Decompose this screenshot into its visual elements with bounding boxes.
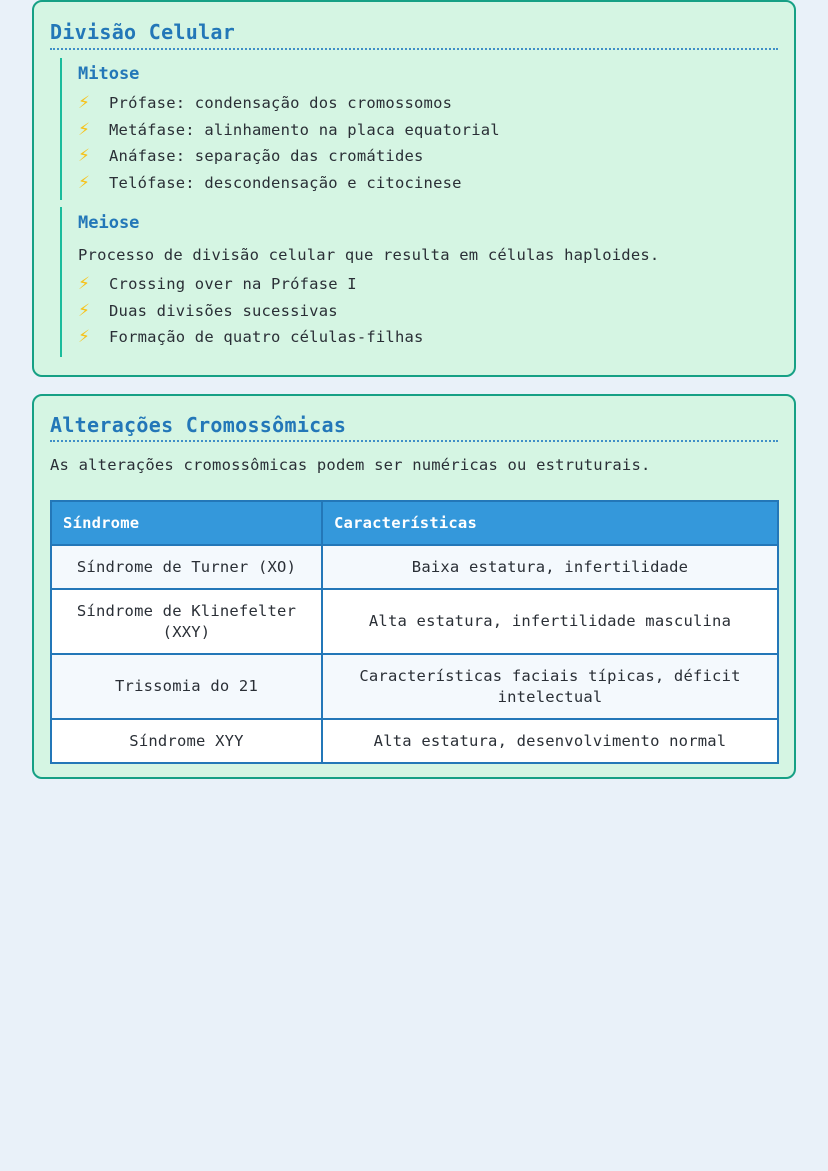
list-item-text: Prófase: condensação dos cromossomos <box>109 94 453 112</box>
table-cell: Alta estatura, infertilidade masculina <box>322 589 778 654</box>
list-item <box>78 271 659 298</box>
table-header-row <box>51 501 778 545</box>
list-item <box>78 117 500 144</box>
table-cell: Síndrome de Klinefelter (XXY) <box>51 589 322 654</box>
column-header-caracteristicas: Características <box>322 501 778 545</box>
subsection-meiose <box>60 207 659 357</box>
mitose-list <box>78 90 500 196</box>
column-header-sindrome: Síndrome <box>51 501 322 545</box>
lightning-bolt-icon: ⚡ <box>78 172 91 193</box>
lightning-bolt-icon: ⚡ <box>78 327 91 347</box>
table-row <box>51 654 778 719</box>
card-divisao-celular <box>32 0 796 377</box>
syndromes-table <box>50 500 779 764</box>
lightning-bolt-icon: ⚡ <box>78 93 91 113</box>
table-cell: Síndrome XYY <box>51 719 322 763</box>
meiose-description: Processo de divisão celular que resulta em células haploides. <box>78 246 660 264</box>
table-cell: Características faciais típicas, déficit intelectual <box>322 654 778 719</box>
list-item <box>78 90 500 117</box>
table-cell: Alta estatura, desenvolvimento normal <box>322 719 778 763</box>
list-item-text: Formação de quatro células-filhas <box>109 328 424 346</box>
list-item <box>78 170 500 197</box>
list-item-text: Crossing over na Prófase I <box>109 275 357 293</box>
lightning-bolt-icon: ⚡ <box>78 146 91 166</box>
subsection-title-meiose: Meiose <box>78 213 140 233</box>
alteracoes-intro: As alterações cromossômicas podem ser numéricas ou estruturais. <box>50 456 651 474</box>
section-title-alteracoes: Alterações Cromossômicas <box>50 396 778 442</box>
card-alteracoes-cromossomicas <box>32 394 796 779</box>
lightning-bolt-icon: ⚡ <box>78 300 91 321</box>
list-item-text: Telófase: descondensação e citocinese <box>109 173 462 192</box>
meiose-list <box>78 271 659 351</box>
table-cell: Síndrome de Turner (XO) <box>51 545 322 589</box>
list-item-text: Anáfase: separação das cromátides <box>109 147 424 165</box>
list-item <box>78 298 659 325</box>
lightning-bolt-icon: ⚡ <box>78 119 91 140</box>
table-cell: Baixa estatura, infertilidade <box>322 545 778 589</box>
table-row <box>51 719 778 763</box>
list-item-text: Duas divisões sucessivas <box>109 301 338 320</box>
subsection-title-mitose: Mitose <box>78 64 140 84</box>
subsection-mitose <box>60 58 500 200</box>
table-cell: Trissomia do 21 <box>51 654 322 719</box>
table-row <box>51 545 778 589</box>
section-title-divisao-celular: Divisão Celular <box>50 2 778 50</box>
table-row <box>51 589 778 654</box>
list-item <box>78 143 500 170</box>
lightning-bolt-icon: ⚡ <box>78 274 91 294</box>
list-item <box>78 324 659 351</box>
list-item-text: Metáfase: alinhamento na placa equatorial <box>109 120 500 139</box>
